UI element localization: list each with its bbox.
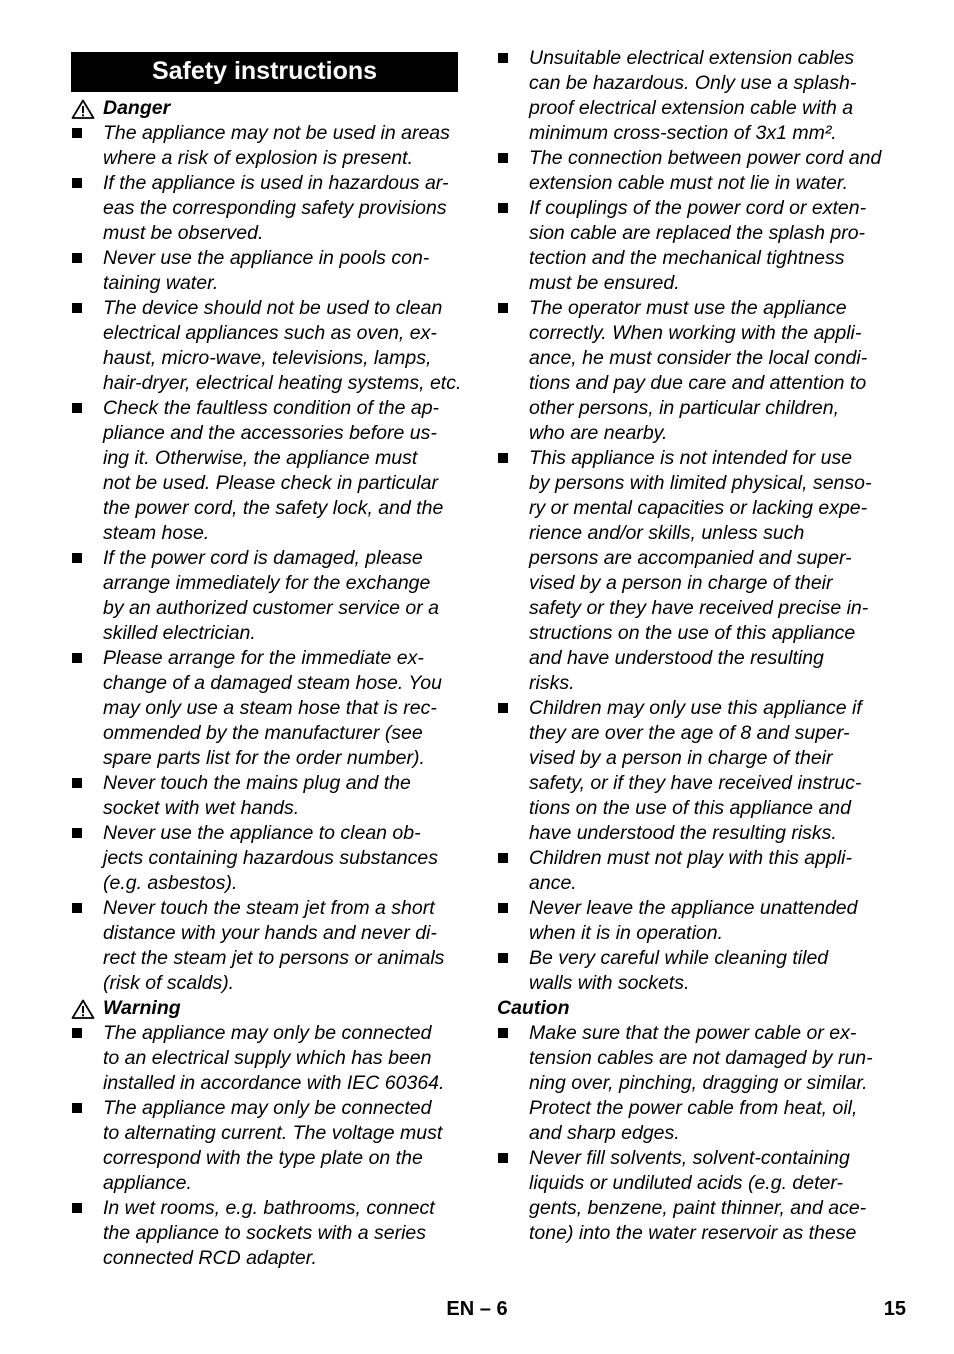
- list-item-line: The appliance may not be used in areas: [103, 122, 450, 144]
- caution-heading: [497, 996, 889, 1021]
- list-item-line: ning over, pinching, dragging or similar.: [529, 1072, 868, 1094]
- list-item-line: correctly. When working with the appli-: [529, 322, 862, 344]
- list-item-line: may only use a steam hose that is rec-: [103, 697, 437, 719]
- list-item-line: rience and/or skills, unless such: [529, 522, 805, 544]
- list-item-line: jects containing hazardous substances: [103, 847, 438, 869]
- square-bullet-icon: [498, 903, 508, 913]
- square-bullet-icon: [498, 1153, 508, 1163]
- list-item: [71, 1196, 463, 1271]
- list-item-line: arrange immediately for the exchange: [103, 572, 431, 594]
- square-bullet-icon: [498, 203, 508, 213]
- list-item-line: ance, he must consider the local condi-: [529, 347, 868, 369]
- list-item-line: they are over the age of 8 and super-: [529, 722, 850, 744]
- danger-heading-label: Danger: [103, 97, 171, 119]
- square-bullet-icon: [498, 453, 508, 463]
- list-item-line: tone) into the water reservoir as these: [529, 1222, 857, 1244]
- list-item-line: eas the corresponding safety provisions: [103, 197, 447, 219]
- list-item-line: sion cable are replaced the splash pro-: [529, 222, 866, 244]
- list-item-line: electrical appliances such as oven, ex-: [103, 322, 437, 344]
- list-item: [497, 446, 889, 696]
- danger-heading: [71, 96, 463, 121]
- list-item-line: have understood the resulting risks.: [529, 822, 837, 844]
- list-item-line: Children must not play with this appli-: [529, 847, 852, 869]
- list-item-line: taining water.: [103, 272, 219, 294]
- list-item: [497, 846, 889, 896]
- square-bullet-icon: [498, 703, 508, 713]
- list-item: [497, 696, 889, 846]
- list-item-line: by an authorized customer service or a: [103, 597, 439, 619]
- list-item-line: ry or mental capacities or lacking expe-: [529, 497, 868, 519]
- list-item-line: vised by a person in charge of their: [529, 572, 833, 594]
- list-item: [71, 771, 463, 821]
- list-item-line: The device should not be used to clean: [103, 297, 443, 319]
- list-item-line: and have understood the resulting: [529, 647, 824, 669]
- list-item-line: In wet rooms, e.g. bathrooms, connect: [103, 1197, 435, 1219]
- square-bullet-icon: [72, 903, 82, 913]
- list-item: [497, 946, 889, 996]
- list-item-line: (risk of scalds).: [103, 972, 235, 994]
- list-item-line: ance.: [529, 872, 577, 894]
- list-item-line: spare parts list for the order number).: [103, 747, 425, 769]
- list-item-line: other persons, in particular children,: [529, 397, 839, 419]
- list-item-line: structions on the use of this appliance: [529, 622, 856, 644]
- list-item-line: Be very careful while cleaning tiled: [529, 947, 829, 969]
- list-item: [497, 1146, 889, 1246]
- list-item-line: hair-dryer, electrical heating systems, etc.: [103, 372, 462, 394]
- list-item: [71, 1096, 463, 1196]
- square-bullet-icon: [498, 1028, 508, 1038]
- square-bullet-icon: [498, 953, 508, 963]
- list-item-line: walls with sockets.: [529, 972, 690, 994]
- list-item-line: vised by a person in charge of their: [529, 747, 833, 769]
- list-item-line: Never use the appliance in pools con-: [103, 247, 430, 269]
- list-item-line: The operator must use the appliance: [529, 297, 847, 319]
- list-item-line: The connection between power cord and: [529, 147, 882, 169]
- square-bullet-icon: [72, 828, 82, 838]
- warning-list: [71, 1021, 463, 1271]
- list-item-line: Never leave the appliance unattended: [529, 897, 858, 919]
- square-bullet-icon: [72, 128, 82, 138]
- list-item-line: connected RCD adapter.: [103, 1247, 317, 1269]
- list-item-line: distance with your hands and never di-: [103, 922, 437, 944]
- list-item: [497, 896, 889, 946]
- list-item-line: who are nearby.: [529, 422, 668, 444]
- list-item-line: steam hose.: [103, 522, 210, 544]
- list-item-line: and sharp edges.: [529, 1122, 680, 1144]
- list-item-line: Never use the appliance to clean ob-: [103, 822, 421, 844]
- footer-page-number: 15: [883, 1298, 906, 1320]
- danger-list: [71, 121, 463, 996]
- list-item-line: minimum cross-section of 3x1 mm².: [529, 122, 837, 144]
- list-item-line: rect the steam jet to persons or animals: [103, 947, 445, 969]
- list-item-line: correspond with the type plate on the: [103, 1147, 423, 1169]
- list-item: [71, 246, 463, 296]
- list-item-line: Please arrange for the immediate ex-: [103, 647, 424, 669]
- list-item-line: appliance.: [103, 1172, 192, 1194]
- square-bullet-icon: [72, 253, 82, 263]
- caution-list: [497, 1021, 889, 1246]
- list-item-line: the appliance to sockets with a series: [103, 1222, 427, 1244]
- footer-section-page: EN – 6: [446, 1298, 508, 1320]
- list-item-line: can be hazardous. Only use a splash-: [529, 72, 857, 94]
- warning-triangle-icon: [71, 99, 95, 119]
- list-item: [71, 896, 463, 996]
- list-item-line: If the power cord is damaged, please: [103, 547, 423, 569]
- list-item-line: Make sure that the power cable or ex-: [529, 1022, 857, 1044]
- square-bullet-icon: [72, 303, 82, 313]
- list-item-line: gents, benzene, paint thinner, and ace-: [529, 1197, 867, 1219]
- list-item: [71, 296, 463, 396]
- list-item-line: proof electrical extension cable with a: [529, 97, 854, 119]
- list-item: [497, 146, 889, 196]
- list-item: [71, 171, 463, 246]
- square-bullet-icon: [72, 403, 82, 413]
- list-item-line: tions on the use of this appliance and: [529, 797, 851, 819]
- list-item-line: ing it. Otherwise, the appliance must: [103, 447, 418, 469]
- list-item-line: If the appliance is used in hazardous ar-: [103, 172, 449, 194]
- list-item: [71, 396, 463, 546]
- list-item: [497, 196, 889, 296]
- list-item-line: must be observed.: [103, 222, 264, 244]
- right-column: [497, 46, 889, 1246]
- square-bullet-icon: [498, 303, 508, 313]
- warning-triangle-icon: [71, 999, 95, 1019]
- list-item-line: persons are accompanied and super-: [529, 547, 852, 569]
- list-item-line: Check the faultless condition of the ap-: [103, 397, 440, 419]
- square-bullet-icon: [72, 778, 82, 788]
- square-bullet-icon: [498, 153, 508, 163]
- list-item-line: This appliance is not intended for use: [529, 447, 853, 469]
- list-item-line: (e.g. asbestos).: [103, 872, 238, 894]
- list-item-line: The appliance may only be connected: [103, 1097, 432, 1119]
- right-list: [497, 46, 889, 996]
- square-bullet-icon: [498, 853, 508, 863]
- list-item-line: If couplings of the power cord or exten-: [529, 197, 867, 219]
- square-bullet-icon: [72, 1103, 82, 1113]
- warning-heading-label: Warning: [103, 997, 181, 1019]
- caution-heading-label: Caution: [497, 997, 570, 1019]
- square-bullet-icon: [498, 53, 508, 63]
- section-title: Safety instructions: [71, 52, 458, 92]
- list-item: [71, 1021, 463, 1096]
- square-bullet-icon: [72, 553, 82, 563]
- list-item: [71, 546, 463, 646]
- square-bullet-icon: [72, 1203, 82, 1213]
- list-item-line: not be used. Please check in particular: [103, 472, 438, 494]
- list-item: [497, 46, 889, 146]
- list-item-line: safety, or if they have received instruc-: [529, 772, 862, 794]
- list-item-line: risks.: [529, 672, 575, 694]
- list-item: [71, 121, 463, 171]
- square-bullet-icon: [72, 653, 82, 663]
- list-item-line: where a risk of explosion is present.: [103, 147, 413, 169]
- list-item-line: tension cables are not damaged by run-: [529, 1047, 873, 1069]
- list-item-line: by persons with limited physical, senso-: [529, 472, 872, 494]
- list-item-line: skilled electrician.: [103, 622, 256, 644]
- list-item-line: pliance and the accessories before us-: [103, 422, 437, 444]
- list-item-line: extension cable must not lie in water.: [529, 172, 849, 194]
- list-item-line: haust, micro-wave, televisions, lamps,: [103, 347, 432, 369]
- list-item-line: Unsuitable electrical extension cables: [529, 47, 855, 69]
- list-item-line: change of a damaged steam hose. You: [103, 672, 442, 694]
- list-item-line: Children may only use this appliance if: [529, 697, 862, 719]
- list-item-line: tions and pay due care and attention to: [529, 372, 867, 394]
- list-item-line: to an electrical supply which has been: [103, 1047, 432, 1069]
- list-item: [71, 821, 463, 896]
- warning-heading: [71, 996, 463, 1021]
- square-bullet-icon: [72, 1028, 82, 1038]
- list-item: [71, 646, 463, 771]
- list-item-line: the power cord, the safety lock, and the: [103, 497, 444, 519]
- left-column: [71, 52, 463, 1271]
- list-item-line: ommended by the manufacturer (see: [103, 722, 423, 744]
- list-item-line: must be ensured.: [529, 272, 680, 294]
- list-item-line: socket with wet hands.: [103, 797, 300, 819]
- list-item-line: safety or they have received precise in-: [529, 597, 869, 619]
- list-item-line: Never fill solvents, solvent-containing: [529, 1147, 850, 1169]
- list-item-line: liquids or undiluted acids (e.g. deter-: [529, 1172, 843, 1194]
- list-item: [497, 296, 889, 446]
- list-item-line: Never touch the mains plug and the: [103, 772, 411, 794]
- list-item-line: Never touch the steam jet from a short: [103, 897, 435, 919]
- list-item-line: tection and the mechanical tightness: [529, 247, 845, 269]
- list-item: [497, 1021, 889, 1146]
- list-item-line: Protect the power cable from heat, oil,: [529, 1097, 858, 1119]
- list-item-line: The appliance may only be connected: [103, 1022, 432, 1044]
- square-bullet-icon: [72, 178, 82, 188]
- list-item-line: when it is in operation.: [529, 922, 724, 944]
- list-item-line: to alternating current. The voltage must: [103, 1122, 443, 1144]
- list-item-line: installed in accordance with IEC 60364.: [103, 1072, 445, 1094]
